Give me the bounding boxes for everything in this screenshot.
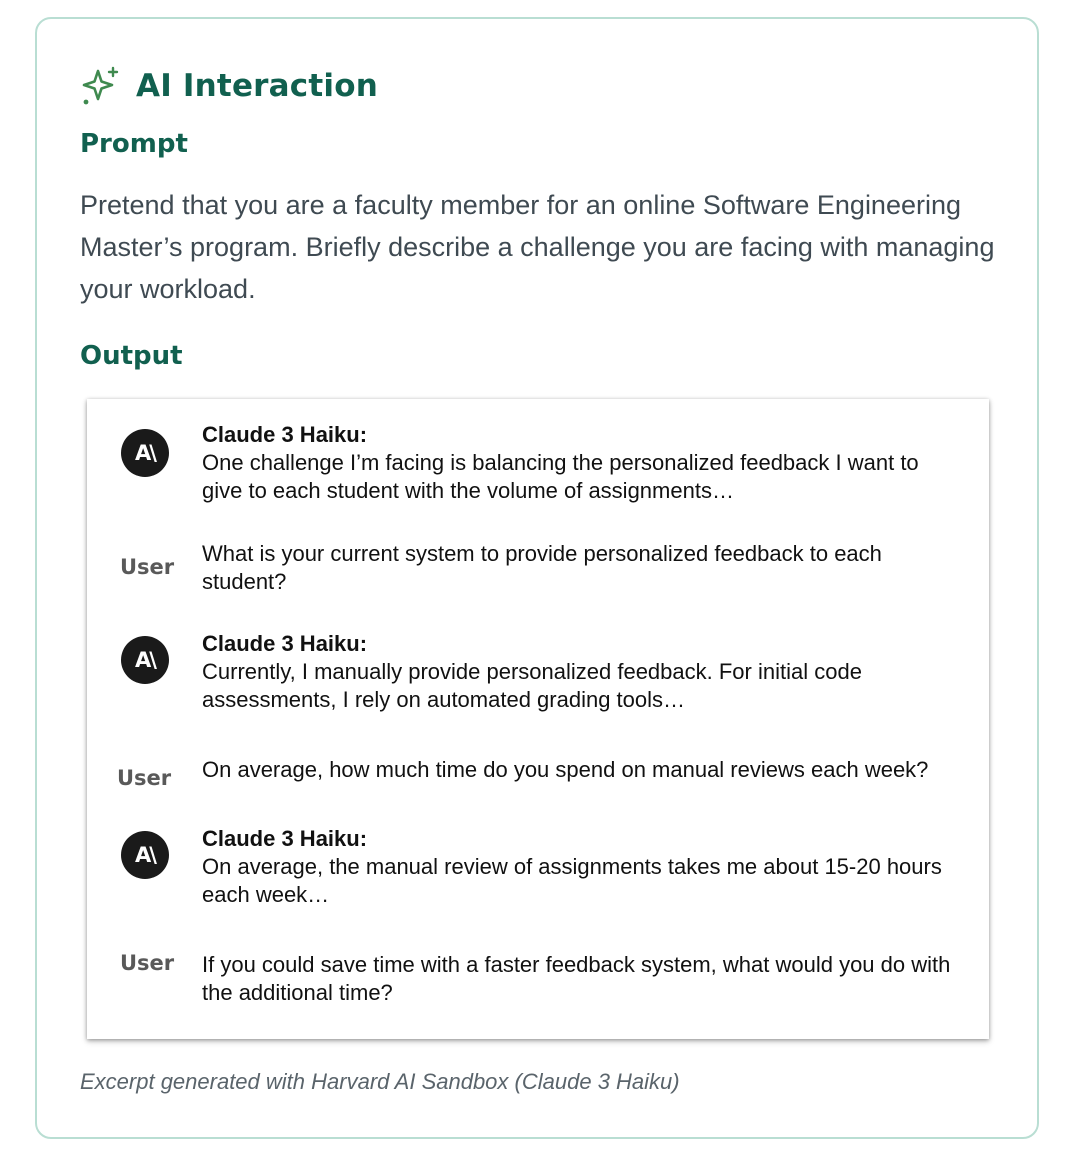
claude-avatar-icon: A\	[121, 636, 169, 684]
sparkle-icon	[80, 65, 122, 107]
message-body	[202, 630, 962, 714]
ai-interaction-card	[35, 17, 1039, 1139]
claude-avatar-icon: A\	[121, 831, 169, 879]
message-text: What is your current system to provide personalized feedback to each student?	[202, 541, 882, 594]
speaker-name: Claude 3 Haiku:	[202, 826, 368, 851]
user-label: User	[117, 766, 172, 790]
user-label: User	[120, 555, 175, 579]
message-text: One challenge I’m facing is balancing the personalized feedback I want to give to each student with the volume of assignments…	[202, 450, 919, 503]
conversation-panel	[87, 399, 989, 1039]
speaker-name: Claude 3 Haiku:	[202, 422, 368, 447]
message-text: On average, how much time do you spend on manual reviews each week?	[202, 757, 929, 782]
user-label: User	[120, 951, 175, 975]
message-text: If you could save time with a faster feedback system, what would you do with the additional time?	[202, 952, 951, 1005]
speaker-name: Claude 3 Haiku:	[202, 631, 368, 656]
message-text: On average, the manual review of assignments takes me about 15-20 hours each week…	[202, 854, 942, 907]
source-caption: Excerpt generated with Harvard AI Sandbox (Claude 3 Haiku)	[80, 1069, 680, 1094]
output-heading: Output	[80, 341, 183, 371]
message-text: Currently, I manually provide personalized feedback. For initial code assessments, I rely on automated grading tools…	[202, 659, 862, 712]
card-title: AI Interaction	[136, 68, 378, 104]
message-body	[202, 421, 962, 505]
claude-avatar-icon: A\	[121, 429, 169, 477]
prompt-text: Pretend that you are a faculty member for an online Software Engineering Master’s program. Briefly describe a challenge you are facing with managing your workload.	[80, 190, 995, 304]
card-header	[80, 65, 378, 107]
message-body	[202, 825, 962, 909]
prompt-heading: Prompt	[80, 129, 188, 159]
